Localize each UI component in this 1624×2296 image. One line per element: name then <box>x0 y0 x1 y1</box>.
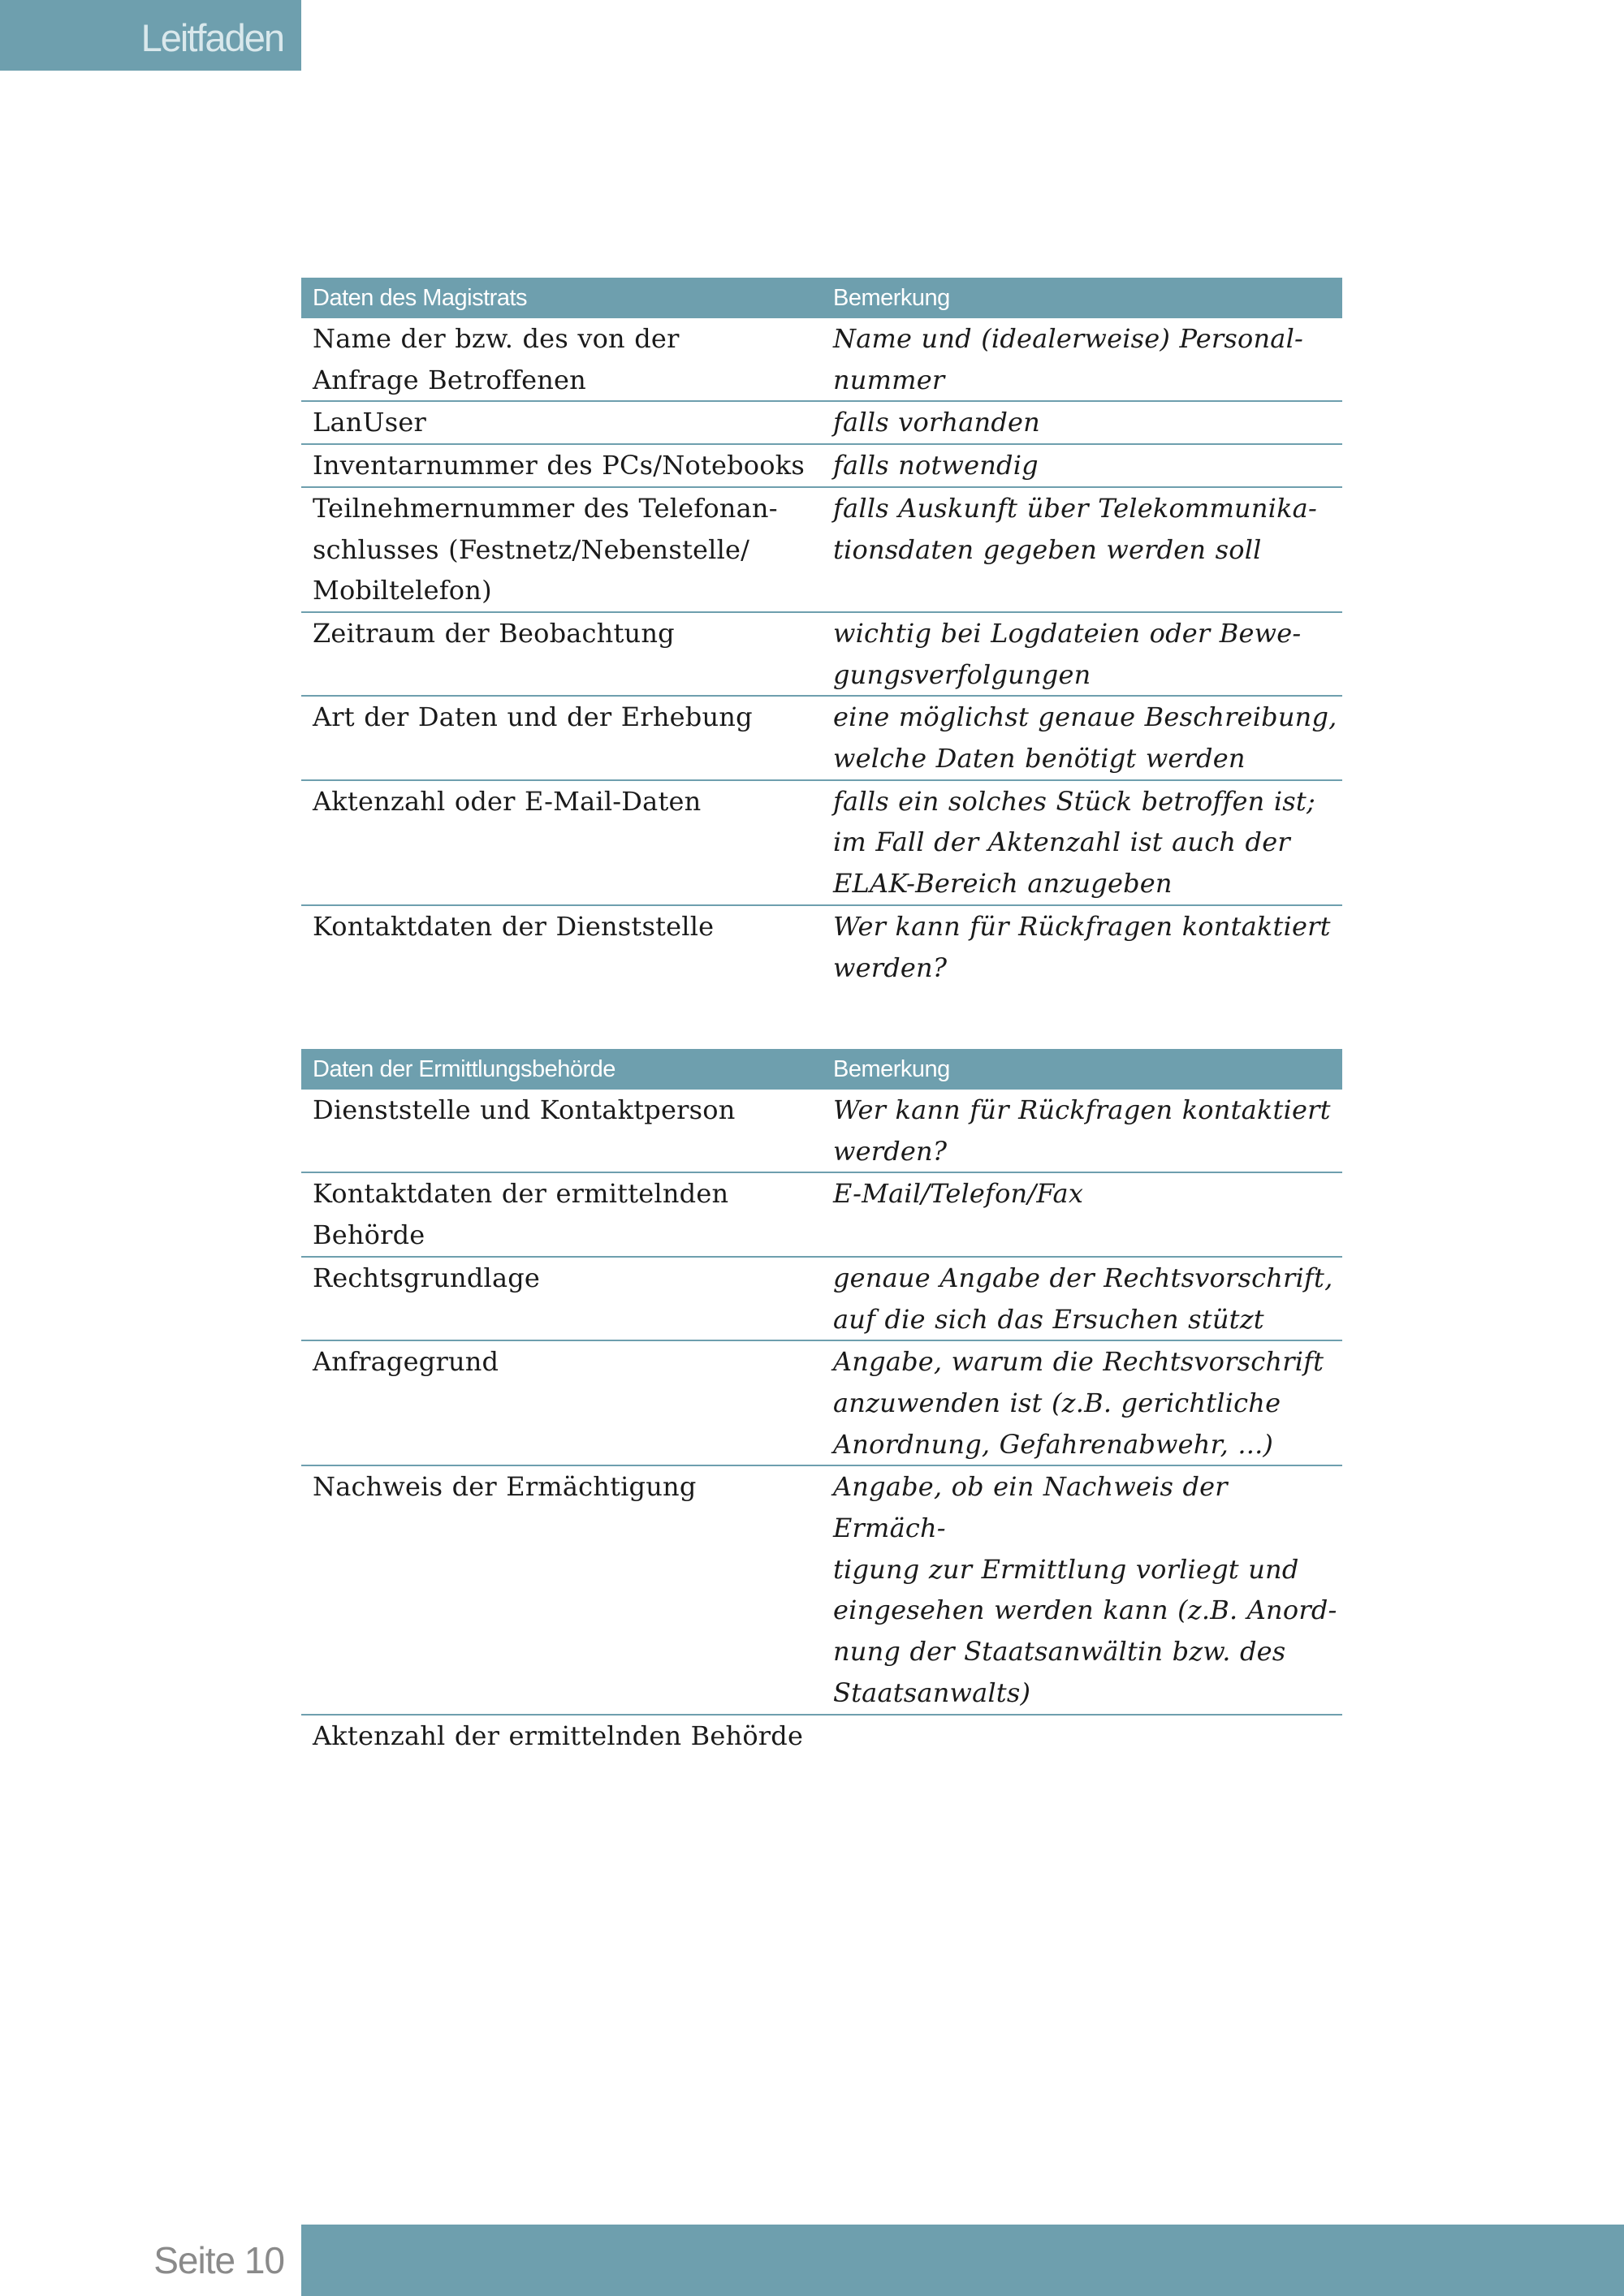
column-header-note: Bemerkung <box>822 278 1342 318</box>
table-row <box>301 401 1342 444</box>
row-note-cell: eine möglichst genaue Beschreibung, welche Daten benötigt werden <box>822 696 1342 779</box>
row-item-cell: Zeitraum der Beobachtung <box>301 612 822 696</box>
row-item-cell: Anfragegrund <box>301 1340 822 1465</box>
table-row <box>301 1172 1342 1256</box>
row-item-cell: Kontaktdaten der Dienststelle <box>313 910 715 942</box>
column-header-item: Daten der Ermittlungsbehörde <box>301 1049 822 1090</box>
row-item-cell: Rechtsgrundlage <box>301 1257 822 1340</box>
row-item-cell: Art der Daten und der Erhebung <box>301 696 822 779</box>
row-item-cell: LanUser <box>301 401 822 444</box>
row-item-cell: Dienststelle und Kontaktperson <box>301 1090 822 1172</box>
header-tab <box>0 0 301 71</box>
row-note-cell: Wer kann für Rückfragen kontaktiert werden? <box>822 1090 1342 1172</box>
table-header-row <box>301 1049 1342 1090</box>
table-row <box>301 1090 1342 1172</box>
row-item-cell: Aktenzahl der ermittelnden Behörde <box>313 1720 804 1751</box>
row-note-cell: falls notwendig <box>822 444 1342 487</box>
table-row <box>301 1257 1342 1340</box>
row-item-cell: Nachweis der Ermächtigung <box>301 1465 822 1714</box>
row-note-cell: Angabe, warum die Rechtsvorschrift anzuwenden ist (z.B. gerichtliche Anordnung, Gefahrenabwehr, ...) <box>822 1340 1342 1465</box>
table-row <box>301 444 1342 487</box>
row-item-cell: Teilnehmernummer des Telefonan- schlusses (Festnetz/Nebenstelle/ Mobiltelefon) <box>301 487 822 612</box>
row-note-cell: Wer kann für Rückfragen kontaktiert werden? <box>833 910 1331 983</box>
column-header-item: Daten des Magistrats <box>301 278 822 318</box>
table-row <box>301 780 1342 905</box>
table-header-row <box>301 278 1342 318</box>
table-row <box>301 318 1342 401</box>
row-note-cell: wichtig bei Logdateien oder Bewe- gungsverfolgungen <box>822 612 1342 696</box>
table-row <box>301 696 1342 779</box>
row-note-cell <box>822 1715 1342 1757</box>
row-note-cell: genaue Angabe der Rechtsvorschrift, auf die sich das Ersuchen stützt <box>822 1257 1342 1340</box>
row-note-cell: Angabe, ob ein Nachweis der Ermäch- tigung zur Ermittlung vorliegt und eingesehen werden kann (z.B. Anord- nung der Staatsanwältin bzw. des Staatsanwalts) <box>822 1465 1342 1714</box>
table-row <box>301 1465 1342 1714</box>
row-note-cell: falls vorhanden <box>822 401 1342 444</box>
header-tab-label: Leitfaden <box>140 16 283 59</box>
row-item-cell: Name der bzw. des von der Anfrage Betroffenen <box>301 318 822 401</box>
table-row <box>301 905 1342 988</box>
row-item-cell: Inventarnummer des PCs/Notebooks <box>301 444 822 487</box>
table-row <box>301 612 1342 696</box>
row-item-cell: Kontaktdaten der ermittelnden Behörde <box>301 1172 822 1256</box>
footer-bar <box>301 2225 1624 2296</box>
page-number: Seite 10 <box>153 2239 284 2281</box>
table-row <box>301 1715 1342 1757</box>
row-note-cell: E-Mail/Telefon/Fax <box>822 1172 1342 1256</box>
row-item-cell: Aktenzahl oder E-Mail-Daten <box>301 780 822 905</box>
table-row <box>301 487 1342 612</box>
row-note-cell: falls Auskunft über Telekommunika- tionsdaten gegeben werden soll <box>822 487 1342 612</box>
table-magistrat <box>301 278 1342 988</box>
table-ermittlungsbehoerde <box>301 1049 1342 1756</box>
table-row <box>301 1340 1342 1465</box>
row-note-cell: Name und (idealerweise) Personal- nummer <box>822 318 1342 401</box>
row-note-cell: falls ein solches Stück betroffen ist; im Fall der Aktenzahl ist auch der ELAK-Bereich anzugeben <box>822 780 1342 905</box>
column-header-note: Bemerkung <box>822 1049 1342 1090</box>
